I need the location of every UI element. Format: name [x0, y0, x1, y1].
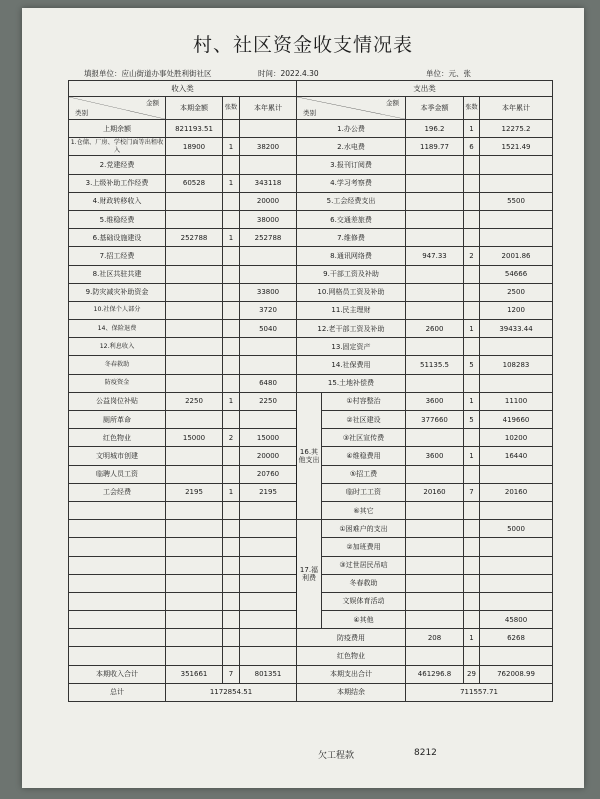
expense-amount-cell: 196.2 — [406, 120, 464, 138]
income-category-cell: 上期余额 — [69, 120, 166, 138]
expense-count-cell — [464, 538, 480, 556]
income-category-cell: 工会经费 — [69, 483, 166, 501]
empty-cell — [69, 520, 166, 538]
expense-category-cell: 1.办公费 — [297, 120, 406, 138]
income-category-cell: 3.上级补助工作经费 — [69, 174, 166, 192]
income-amount-cell: 252788 — [166, 229, 223, 247]
expense-amount-cell — [406, 210, 464, 228]
balance-label: 本期结余 — [297, 683, 406, 701]
income-total-amount: 351661 — [166, 665, 223, 683]
expense-category-cell: 14.社保费用 — [297, 356, 406, 374]
expense-count-cell — [464, 374, 480, 392]
income-category-cell: 12.利息收入 — [69, 338, 166, 356]
expense-amount-header: 本季金额 — [406, 97, 464, 120]
income-count-cell — [223, 356, 240, 374]
expense-annual-cell: 1200 — [480, 301, 553, 319]
income-category-cell: 防疫资金 — [69, 374, 166, 392]
expense-count-cell — [464, 556, 480, 574]
expense-count-cell: 2 — [464, 247, 480, 265]
income-amount-cell — [166, 356, 223, 374]
income-category-cell: 4.财政转移收入 — [69, 192, 166, 210]
income-annual-cell — [240, 411, 297, 429]
income-count-cell — [223, 192, 240, 210]
table-row — [69, 647, 553, 665]
empty-cell — [69, 629, 166, 647]
income-category-cell — [69, 501, 166, 519]
table-row — [69, 120, 553, 138]
expense-amount-cell — [406, 556, 464, 574]
expense-subcategory-cell: ④维稳费用 — [322, 447, 406, 465]
expense-subcategory-cell: 冬春救助 — [322, 574, 406, 592]
expense-amount-cell — [406, 374, 464, 392]
income-category-cell: 1.仓储、厂房、学校门面等出租收入 — [69, 138, 166, 156]
income-count-cell: 1 — [223, 229, 240, 247]
expense-category-cell: 2.水电费 — [297, 138, 406, 156]
expense-annual-cell: 2500 — [480, 283, 553, 301]
paper-sheet — [22, 8, 584, 788]
expense-count-cell — [464, 192, 480, 210]
income-count-header: 张数 — [223, 97, 240, 120]
expense-amount-cell: 208 — [406, 629, 464, 647]
empty-cell — [166, 556, 223, 574]
report-date: 时间：2022.4.30 — [258, 69, 319, 78]
empty-cell — [240, 574, 297, 592]
empty-cell — [240, 629, 297, 647]
income-amount-cell — [166, 156, 223, 174]
income-amount-cell: 60528 — [166, 174, 223, 192]
income-category-cell: 9.防灾减灾补助资金 — [69, 283, 166, 301]
expense-annual-cell — [480, 338, 553, 356]
income-category-cell: 冬春救助 — [69, 356, 166, 374]
income-amount-cell — [166, 283, 223, 301]
income-annual-cell: 38000 — [240, 210, 297, 228]
expense-subcategory-cell: ⑤招工费 — [322, 465, 406, 483]
table-row — [69, 283, 553, 301]
table-row — [69, 210, 553, 228]
expense-count-cell — [464, 283, 480, 301]
expense-subcategory-cell: ③过世居民吊唁 — [322, 556, 406, 574]
empty-cell — [223, 629, 240, 647]
expense-subcategory-cell: ②加班费用 — [322, 538, 406, 556]
income-amount-cell — [166, 338, 223, 356]
income-annual-cell: 2195 — [240, 483, 297, 501]
expense-count-cell — [464, 301, 480, 319]
expense-annual-cell — [480, 465, 553, 483]
expense-subcategory-cell: ③社区宣传费 — [322, 429, 406, 447]
expense-amount-cell — [406, 520, 464, 538]
expense-category-cell: 6.交通差旅费 — [297, 210, 406, 228]
expense-count-cell — [464, 520, 480, 538]
table-row — [69, 138, 553, 156]
expense-amount-cell — [406, 538, 464, 556]
expense-annual-cell: 6268 — [480, 629, 553, 647]
table-row — [69, 301, 553, 319]
empty-cell — [69, 556, 166, 574]
totals-row — [69, 665, 553, 683]
expense-annual-cell: 2001.86 — [480, 247, 553, 265]
expense-amount-cell — [406, 338, 464, 356]
expense-count-cell — [464, 265, 480, 283]
expense-count-cell: 5 — [464, 411, 480, 429]
income-count-cell: 1 — [223, 392, 240, 410]
empty-cell — [223, 556, 240, 574]
table-row — [69, 338, 553, 356]
empty-cell — [166, 647, 223, 665]
income-count-cell — [223, 447, 240, 465]
income-amount-cell — [166, 265, 223, 283]
empty-cell — [69, 538, 166, 556]
expense-count-cell — [464, 465, 480, 483]
income-diagonal-header — [69, 97, 166, 120]
table-row — [69, 392, 553, 410]
income-count-cell — [223, 338, 240, 356]
expense-category-cell: 5.工会经费支出 — [297, 192, 406, 210]
income-category-cell: 临聘人员工资 — [69, 465, 166, 483]
income-category-cell: 10.社保个人部分 — [69, 301, 166, 319]
diag-amount-label: 金额 — [146, 99, 159, 107]
expense-count-cell — [464, 229, 480, 247]
empty-cell — [69, 574, 166, 592]
debt-value: 8212 — [414, 748, 437, 758]
expense-amount-cell — [406, 647, 464, 665]
empty-cell — [240, 647, 297, 665]
expense-category-cell: 12.老干部工资及补助 — [297, 320, 406, 338]
expense-annual-cell — [480, 229, 553, 247]
income-category-cell: 公益岗位补贴 — [69, 392, 166, 410]
table-row — [69, 320, 553, 338]
expense-group-header: 支出类 — [297, 81, 553, 97]
currency-unit: 单位：元、张 — [426, 69, 471, 78]
expense-annual-cell: 10200 — [480, 429, 553, 447]
income-amount-cell — [166, 411, 223, 429]
expense-total-annual: 762008.99 — [480, 665, 553, 683]
table-row — [69, 374, 553, 392]
expense-category-cell: 防疫费用 — [297, 629, 406, 647]
expense-annual-cell — [480, 574, 553, 592]
expense-category-cell: 13.固定资产 — [297, 338, 406, 356]
income-count-cell: 1 — [223, 174, 240, 192]
expense-count-cell: 1 — [464, 447, 480, 465]
income-total-count: 7 — [223, 665, 240, 683]
empty-cell — [166, 592, 223, 610]
empty-cell — [223, 520, 240, 538]
income-count-cell — [223, 265, 240, 283]
income-count-cell — [223, 247, 240, 265]
diag-amount-label: 金额 — [386, 99, 399, 107]
expense-total-label: 本期支出合计 — [297, 665, 406, 683]
expense-amount-cell — [406, 156, 464, 174]
empty-cell — [166, 538, 223, 556]
income-annual-cell: 3720 — [240, 301, 297, 319]
table-row — [69, 356, 553, 374]
expense-count-cell: 6 — [464, 138, 480, 156]
income-annual-cell: 38200 — [240, 138, 297, 156]
expense-count-cell — [464, 574, 480, 592]
welfare-group-cell: 17.福利费 — [297, 520, 322, 629]
expense-annual-cell — [480, 538, 553, 556]
expense-total-count: 29 — [464, 665, 480, 683]
income-category-cell: 文明城市创建 — [69, 447, 166, 465]
expense-amount-cell: 2600 — [406, 320, 464, 338]
income-count-cell — [223, 120, 240, 138]
income-amount-cell — [166, 192, 223, 210]
income-amount-cell — [166, 301, 223, 319]
expense-diagonal-header — [297, 97, 406, 120]
expense-count-cell — [464, 647, 480, 665]
grand-total-value: 1172854.51 — [166, 683, 297, 701]
income-annual-cell: 20000 — [240, 447, 297, 465]
empty-cell — [240, 520, 297, 538]
expense-annual-cell — [480, 174, 553, 192]
expense-amount-cell: 947.33 — [406, 247, 464, 265]
expense-amount-cell — [406, 465, 464, 483]
expense-annual-cell: 16440 — [480, 447, 553, 465]
table-row — [69, 629, 553, 647]
income-annual-cell — [240, 265, 297, 283]
income-count-cell — [223, 156, 240, 174]
income-amount-cell: 821193.51 — [166, 120, 223, 138]
income-category-cell: 5.维稳经费 — [69, 210, 166, 228]
income-annual-cell — [240, 356, 297, 374]
income-annual-cell: 20760 — [240, 465, 297, 483]
table-row — [69, 265, 553, 283]
ledger-table — [68, 80, 553, 702]
income-category-cell: 红色物业 — [69, 429, 166, 447]
expense-annual-cell: 12275.2 — [480, 120, 553, 138]
expense-amount-cell — [406, 429, 464, 447]
empty-cell — [69, 611, 166, 629]
expense-amount-cell — [406, 501, 464, 519]
expense-amount-cell — [406, 265, 464, 283]
other-expense-group-cell: 16.其他支出 — [297, 392, 322, 519]
expense-subcategory-cell: ⑥其它 — [322, 501, 406, 519]
empty-cell — [69, 592, 166, 610]
expense-subcategory-cell: ①村容整治 — [322, 392, 406, 410]
expense-amount-cell: 20160 — [406, 483, 464, 501]
expense-count-cell — [464, 210, 480, 228]
expense-annual-cell: 5500 — [480, 192, 553, 210]
expense-category-cell: 10.网格员工资及补助 — [297, 283, 406, 301]
table-row — [69, 247, 553, 265]
income-category-cell: 2.党建经费 — [69, 156, 166, 174]
expense-amount-cell: 377660 — [406, 411, 464, 429]
empty-cell — [166, 574, 223, 592]
empty-cell — [166, 629, 223, 647]
expense-annual-cell: 11100 — [480, 392, 553, 410]
expense-annual-cell — [480, 210, 553, 228]
income-amount-cell — [166, 320, 223, 338]
expense-annual-cell: 45800 — [480, 611, 553, 629]
income-category-cell: 厕所革命 — [69, 411, 166, 429]
income-annual-cell: 20000 — [240, 192, 297, 210]
expense-category-cell: 4.学习考察费 — [297, 174, 406, 192]
income-amount-cell: 2250 — [166, 392, 223, 410]
expense-annual-cell: 20160 — [480, 483, 553, 501]
expense-annual-cell — [480, 647, 553, 665]
expense-subcategory-cell: ②社区建设 — [322, 411, 406, 429]
reporting-unit: 填报单位：应山街道办事处胜利街社区 — [84, 69, 212, 78]
expense-annual-header: 本年累计 — [480, 97, 553, 120]
empty-cell — [223, 574, 240, 592]
expense-count-cell — [464, 611, 480, 629]
expense-total-amount: 461296.8 — [406, 665, 464, 683]
income-count-cell: 1 — [223, 138, 240, 156]
income-category-cell: 7.招工经费 — [69, 247, 166, 265]
expense-amount-cell: 1189.77 — [406, 138, 464, 156]
income-count-cell — [223, 320, 240, 338]
income-total-label: 本期收入合计 — [69, 665, 166, 683]
income-category-cell: 14、保险退费 — [69, 320, 166, 338]
income-annual-cell — [240, 247, 297, 265]
expense-amount-cell — [406, 174, 464, 192]
income-annual-cell — [240, 501, 297, 519]
income-amount-cell — [166, 210, 223, 228]
income-count-cell — [223, 501, 240, 519]
expense-count-cell — [464, 338, 480, 356]
expense-count-cell: 1 — [464, 320, 480, 338]
income-annual-cell: 343118 — [240, 174, 297, 192]
expense-annual-cell — [480, 501, 553, 519]
income-count-cell — [223, 301, 240, 319]
income-annual-cell: 2250 — [240, 392, 297, 410]
expense-amount-cell — [406, 229, 464, 247]
expense-annual-cell — [480, 374, 553, 392]
expense-category-cell: 红色物业 — [297, 647, 406, 665]
income-count-cell — [223, 411, 240, 429]
table-row — [69, 520, 553, 538]
grand-total-label: 总计 — [69, 683, 166, 701]
expense-count-cell: 1 — [464, 120, 480, 138]
expense-subcategory-cell: ④其他 — [322, 611, 406, 629]
income-amount-cell — [166, 465, 223, 483]
expense-category-cell: 3.报刊订阅费 — [297, 156, 406, 174]
debt-label: 欠工程款 — [318, 751, 355, 761]
empty-cell — [166, 520, 223, 538]
expense-annual-cell — [480, 156, 553, 174]
expense-annual-cell: 54666 — [480, 265, 553, 283]
income-annual-cell — [240, 120, 297, 138]
income-category-cell: 6.基础设施建设 — [69, 229, 166, 247]
table-row — [69, 174, 553, 192]
expense-annual-cell: 5000 — [480, 520, 553, 538]
income-category-cell: 8.社区共驻共建 — [69, 265, 166, 283]
expense-category-cell: 7.维修费 — [297, 229, 406, 247]
table-row — [69, 156, 553, 174]
expense-count-cell — [464, 174, 480, 192]
income-group-header: 收入类 — [69, 81, 297, 97]
page-title: 村、社区资金收支情况表 — [192, 34, 413, 56]
income-total-annual: 801351 — [240, 665, 297, 683]
income-annual-cell: 6480 — [240, 374, 297, 392]
income-annual-header: 本年累计 — [240, 97, 297, 120]
expense-amount-cell — [406, 192, 464, 210]
expense-annual-cell — [480, 556, 553, 574]
expense-amount-cell: 51135.5 — [406, 356, 464, 374]
expense-count-cell — [464, 156, 480, 174]
income-amount-cell — [166, 374, 223, 392]
income-amount-cell — [166, 247, 223, 265]
table-row — [69, 229, 553, 247]
empty-cell — [240, 592, 297, 610]
expense-amount-cell — [406, 592, 464, 610]
expense-amount-cell: 3600 — [406, 392, 464, 410]
expense-category-cell: 11.民主理财 — [297, 301, 406, 319]
expense-annual-cell: 108283 — [480, 356, 553, 374]
expense-subcategory-cell: 临时工工资 — [322, 483, 406, 501]
expense-annual-cell: 1521.49 — [480, 138, 553, 156]
diag-category-label: 类别 — [303, 109, 316, 117]
income-count-cell — [223, 283, 240, 301]
balance-value: 711557.71 — [406, 683, 553, 701]
income-annual-cell: 5040 — [240, 320, 297, 338]
expense-amount-cell — [406, 283, 464, 301]
empty-cell — [240, 611, 297, 629]
empty-cell — [223, 538, 240, 556]
expense-subcategory-cell: 文娱体育活动 — [322, 592, 406, 610]
income-count-cell — [223, 465, 240, 483]
income-count-cell — [223, 210, 240, 228]
income-amount-cell — [166, 501, 223, 519]
empty-cell — [223, 611, 240, 629]
income-count-cell: 1 — [223, 483, 240, 501]
expense-subcategory-cell: ①困难户的支出 — [322, 520, 406, 538]
expense-annual-cell: 39433.44 — [480, 320, 553, 338]
table-row — [69, 192, 553, 210]
income-amount-cell: 2195 — [166, 483, 223, 501]
expense-count-cell — [464, 592, 480, 610]
expense-count-cell: 5 — [464, 356, 480, 374]
empty-cell — [240, 556, 297, 574]
income-annual-cell: 252788 — [240, 229, 297, 247]
income-annual-cell: 15000 — [240, 429, 297, 447]
expense-count-cell: 1 — [464, 392, 480, 410]
empty-cell — [166, 611, 223, 629]
expense-count-cell: 7 — [464, 483, 480, 501]
expense-count-cell: 1 — [464, 629, 480, 647]
income-amount-cell: 18900 — [166, 138, 223, 156]
empty-cell — [223, 647, 240, 665]
expense-annual-cell — [480, 592, 553, 610]
grand-total-row — [69, 683, 553, 701]
expense-amount-cell — [406, 574, 464, 592]
expense-category-cell: 15.土地补偿费 — [297, 374, 406, 392]
expense-count-cell — [464, 501, 480, 519]
diag-category-label: 类别 — [75, 109, 88, 117]
income-annual-cell — [240, 338, 297, 356]
expense-category-cell: 8.通讯网络费 — [297, 247, 406, 265]
expense-category-cell: 9.干部工资及补助 — [297, 265, 406, 283]
expense-count-header: 张数 — [464, 97, 480, 120]
expense-amount-cell: 3600 — [406, 447, 464, 465]
expense-count-cell — [464, 429, 480, 447]
empty-cell — [240, 538, 297, 556]
income-amount-header: 本期金额 — [166, 97, 223, 120]
income-count-cell — [223, 374, 240, 392]
income-amount-cell: 15000 — [166, 429, 223, 447]
empty-cell — [69, 647, 166, 665]
income-count-cell: 2 — [223, 429, 240, 447]
expense-amount-cell — [406, 301, 464, 319]
income-amount-cell — [166, 447, 223, 465]
income-annual-cell: 33800 — [240, 283, 297, 301]
income-annual-cell — [240, 156, 297, 174]
expense-amount-cell — [406, 611, 464, 629]
expense-annual-cell: 419660 — [480, 411, 553, 429]
empty-cell — [223, 592, 240, 610]
